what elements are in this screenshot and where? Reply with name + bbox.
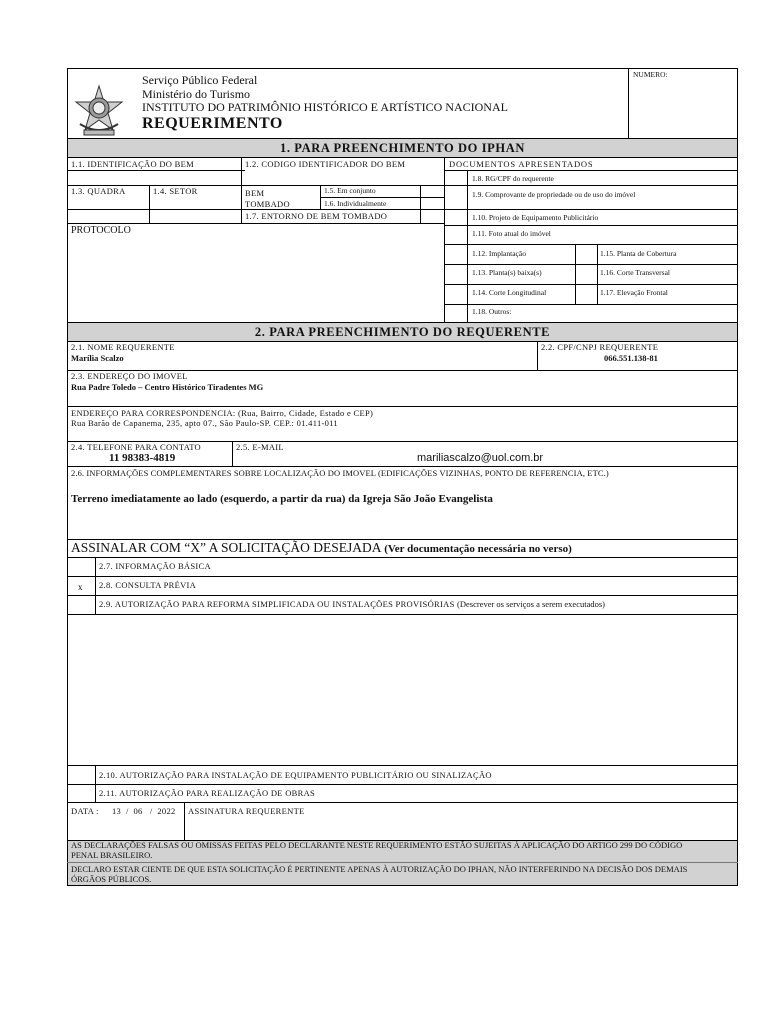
doc-item-rg: 1.8. RG/CPF do requerente	[472, 174, 554, 183]
coat-of-arms-icon	[72, 84, 126, 138]
telefone-label: 2.4. TELEFONE PARA CONTATO	[71, 442, 201, 452]
option-reforma-note: (Descrever os serviços a serem executados)	[457, 599, 606, 609]
doc-item-projeto: 1.10. Projeto de Equipamento Publicitário	[472, 213, 599, 222]
nome-label: 2.1. NOME REQUERENTE	[71, 342, 175, 352]
info-value[interactable]: Terreno imediatamente ao lado (esquerdo, a partir da rua) da Igreja São João Evangelista	[71, 493, 493, 505]
doc-item-elevacao: 1.17. Elevação Frontal	[600, 288, 668, 297]
option-reforma-label: 2.9. AUTORIZAÇÃO PARA REFORMA SIMPLIFICADA OU INSTALAÇÕES PROVISÓRIAS	[99, 599, 455, 609]
doc-item-corte-transv: 1.16. Corte Transversal	[600, 268, 670, 277]
individual-label: 1.6. Individualmente	[324, 199, 387, 208]
data-value[interactable]: 13 / 06 / 2022	[112, 806, 176, 816]
option-consulta-previa: 2.8. CONSULTA PRÉVIA	[99, 580, 197, 590]
cpf-value[interactable]: 066.551.138-81	[604, 353, 658, 363]
email-label: 2.5. E-MAIL	[236, 442, 284, 452]
declaration-1-line2: PENAL BRASILEIRO.	[71, 850, 153, 860]
declaration-2-line1: DECLARO ESTAR CIENTE DE QUE ESTA SOLICITAÇÃO É PERTINENTE APENAS À AUTORIZAÇÃO DO IPHAN, NÃO INTERFERINDO NA DECISÃO DOS DEMAIS	[71, 864, 688, 874]
email-value[interactable]: mariliascalzo@uol.com.br	[417, 452, 544, 464]
em-conjunto-label: 1.5. Em conjunto	[324, 186, 376, 195]
codigo-label: 1.2. CODIGO IDENTIFICADOR DO BEM	[245, 159, 406, 169]
checkbox-informacao-basica[interactable]	[68, 558, 95, 576]
consulta-previa-mark: x	[78, 582, 83, 592]
endereco-value[interactable]: Rua Padre Toledo – Centro Histórico Tiradentes MG	[71, 382, 264, 392]
section1-title: 1. PARA PREENCHIMENTO DO IPHAN	[280, 141, 525, 155]
solicitacao-heading-note: (Ver documentação necessária no verso)	[384, 543, 572, 555]
docs-label: DOCUMENTOS APRESENTADOS	[449, 159, 594, 169]
solicitacao-heading-main: ASSINALAR COM “X” A SOLICITAÇÃO DESEJADA	[71, 540, 381, 555]
declaration-1-line1: AS DECLARAÇÕES FALSAS OU OMISSAS FEITAS PELO DECLARANTE NESTE REQUERIMENTO ESTÃO SUJEITAS À APLICAÇÃO DO ARTIGO 299 DO CÓDIGO	[71, 840, 683, 850]
endereco-label: 2.3. ENDEREÇO DO IMOVEL	[71, 371, 188, 381]
quadra-label: 1.3. QUADRA	[71, 186, 126, 196]
protocolo-label: PROTOCOLO	[71, 225, 131, 236]
checkbox-equipamento-publicitario[interactable]	[68, 766, 95, 784]
correspondencia-label: ENDEREÇO PARA CORRESPONDENCIA: (Rua, Bairro, Cidade, Estado e CEP)	[71, 408, 374, 418]
info-label: 2.6. INFORMAÇÕES COMPLEMENTARES SOBRE LOCALIZAÇÃO DO IMOVEL (EDIFICAÇÕES VIZINHAS, PONTO DE REFERENCIA, ETC.)	[71, 468, 609, 478]
correspondencia-value[interactable]: Rua Barão de Capanema, 235, apto 07., São Paulo-SP. CEP.: 01.411-011	[71, 418, 338, 428]
option-informacao-basica: 2.7. INFORMAÇÃO BÁSICA	[99, 561, 211, 571]
declaration-2-line2: ÓRGÃOS PÚBLICOS.	[71, 874, 152, 884]
page-title: REQUERIMENTO	[142, 115, 283, 132]
data-label: DATA :	[71, 806, 99, 816]
setor-label: 1.4. SETOR	[153, 186, 198, 196]
telefone-value[interactable]: 11 98383-4819	[109, 452, 176, 464]
checkbox-reforma[interactable]	[68, 596, 95, 614]
id-bem-label: 1.1. IDENTIFICAÇÃO DO BEM	[71, 159, 194, 169]
header-line1: Serviço Público Federal	[142, 73, 258, 87]
checkbox-realizacao-obras[interactable]	[68, 785, 95, 802]
nome-value[interactable]: Marília Scalzo	[71, 353, 124, 363]
doc-item-corte-long: 1.14. Corte Longitudinal	[472, 288, 547, 297]
option-realizacao-obras: 2.11. AUTORIZAÇÃO PARA REALIZAÇÃO DE OBRAS	[99, 788, 316, 798]
option-reforma	[99, 600, 605, 609]
doc-item-foto: 1.11. Foto atual do imóvel	[472, 229, 551, 238]
section2-title: 2. PARA PREENCHIMENTO DO REQUERENTE	[254, 325, 551, 339]
solicitacao-heading	[71, 541, 572, 555]
doc-item-planta-baixa: 1.13. Planta(s) baixa(s)	[472, 268, 542, 277]
assinatura-label: ASSINATURA REQUERENTE	[188, 806, 305, 816]
numero-label: NUMERO:	[633, 70, 668, 79]
doc-item-implantacao: 1.12. Implantação	[472, 249, 526, 258]
cpf-label: 2.2. CPF/CNPJ REQUERENTE	[541, 342, 659, 352]
doc-item-cobertura: 1.15. Planta de Cobertura	[600, 249, 677, 258]
bem-tombado-label: BEM TOMBADO	[245, 188, 290, 209]
entorno-label: 1.7. ENTORNO DE BEM TOMBADO	[245, 211, 388, 221]
header-institute: INSTITUTO DO PATRIMÔNIO HISTÓRICO E ARTÍSTICO NACIONAL	[142, 100, 508, 114]
header-line2: Ministério do Turismo	[142, 87, 251, 101]
reforma-description-area[interactable]	[68, 615, 737, 765]
doc-item-comprovante: 1.9. Comprovante de propriedade ou de uso do imóvel	[472, 190, 636, 199]
option-equipamento-publicitario: 2.10. AUTORIZAÇÃO PARA INSTALAÇÃO DE EQUIPAMENTO PUBLICITÁRIO OU SINALIZAÇÃO	[99, 770, 492, 780]
doc-item-outros: 1.18. Outros:	[472, 307, 512, 316]
